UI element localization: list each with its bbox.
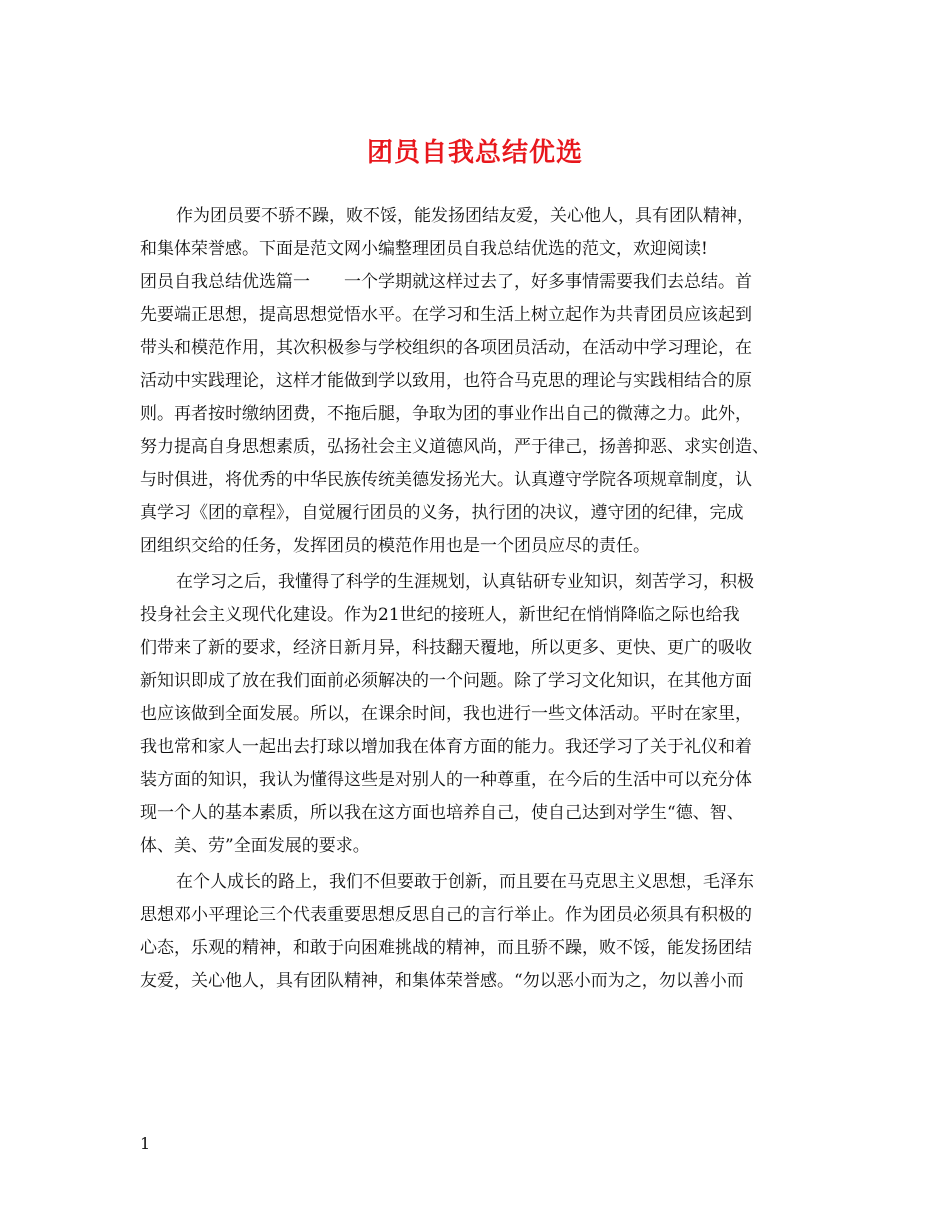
body-line: 现一个人的基本素质，所以我在这方面也培养自己，使自己达到对学生“德、智、 <box>140 803 744 823</box>
body-line: 新知识即成了放在我们面前必须解决的一个问题。除了学习文化知识，在其他方面 <box>140 671 752 691</box>
body-line: 也应该做到全面发展。所以，在课余时间，我也进行一些文体活动。平时在家里， <box>140 704 752 724</box>
body-line: 体、美、劳”全面发展的要求。 <box>140 836 370 856</box>
body-line: 友爱，关心他人，具有团队精神，和集体荣誉感。“勿以恶小而为之，勿以善小而 <box>140 971 744 991</box>
body-line: 作为团员要不骄不躁，败不馁，能发扬团结友爱，关心他人，具有团队精神， <box>176 206 754 226</box>
body-line: 团员自我总结优选篇一 一个学期就这样过去了，好多事情需要我们去总结。首 <box>140 272 752 292</box>
body-line: 和集体荣誉感。下面是范文网小编整理团员自我总结优选的范文，欢迎阅读! <box>140 239 708 259</box>
body-line: 装方面的知识，我认为懂得这些是对别人的一种尊重，在今后的生活中可以充分体 <box>140 770 752 790</box>
document-title: 团员自我总结优选 <box>366 138 583 168</box>
body-line: 团组织交给的任务，发挥团员的模范作用也是一个团员应尽的责任。 <box>140 536 650 556</box>
body-line: 思想邓小平理论三个代表重要思想反思自己的言行举止。作为团员必须具有积极的 <box>140 905 752 925</box>
body-line: 心态，乐观的精神，和敢于向困难挑战的精神，而且骄不躁，败不馁，能发扬团结 <box>140 938 752 958</box>
document-body <box>140 200 810 998</box>
body-line: 先要端正思想，提高思想觉悟水平。在学习和生活上树立起作为共青团员应该起到 <box>140 305 752 325</box>
body-line: 们带来了新的要求，经济日新月异，科技翻天覆地，所以更多、更快、更广的吸收 <box>140 638 752 658</box>
body-line: 真学习《团的章程》，自觉履行团员的义务，执行团的决议，遵守团的纪律，完成 <box>140 503 744 523</box>
body-line: 则。再者按时缴纳团费，不拖后腿，争取为团的事业作出自己的微薄之力。此外， <box>140 404 752 424</box>
body-line: 活动中实践理论，这样才能做到学以致用，也符合马克思的理论与实践相结合的原 <box>140 371 752 391</box>
page-number: 1 <box>140 1134 151 1153</box>
body-line: 在个人成长的路上，我们不但要敢于创新，而且要在马克思主义思想，毛泽东 <box>176 872 754 892</box>
body-line: 在学习之后，我懂得了科学的生涯规划，认真钻研专业知识，刻苦学习，积极 <box>176 572 754 592</box>
body-line: 我也常和家人一起出去打球以增加我在体育方面的能力。我还学习了关于礼仪和着 <box>140 737 752 757</box>
body-line: 投身社会主义现代化建设。作为21世纪的接班人，新世纪在悄悄降临之际也给我 <box>140 605 740 625</box>
body-line: 努力提高自身思想素质，弘扬社会主义道德风尚，严于律己，扬善抑恶、求实创造、 <box>140 437 769 457</box>
body-line: 与时俱进，将优秀的中华民族传统美德发扬光大。认真遵守学院各项规章制度，认 <box>140 470 752 490</box>
body-line: 带头和模范作用，其次积极参与学校组织的各项团员活动，在活动中学习理论，在 <box>140 338 752 358</box>
